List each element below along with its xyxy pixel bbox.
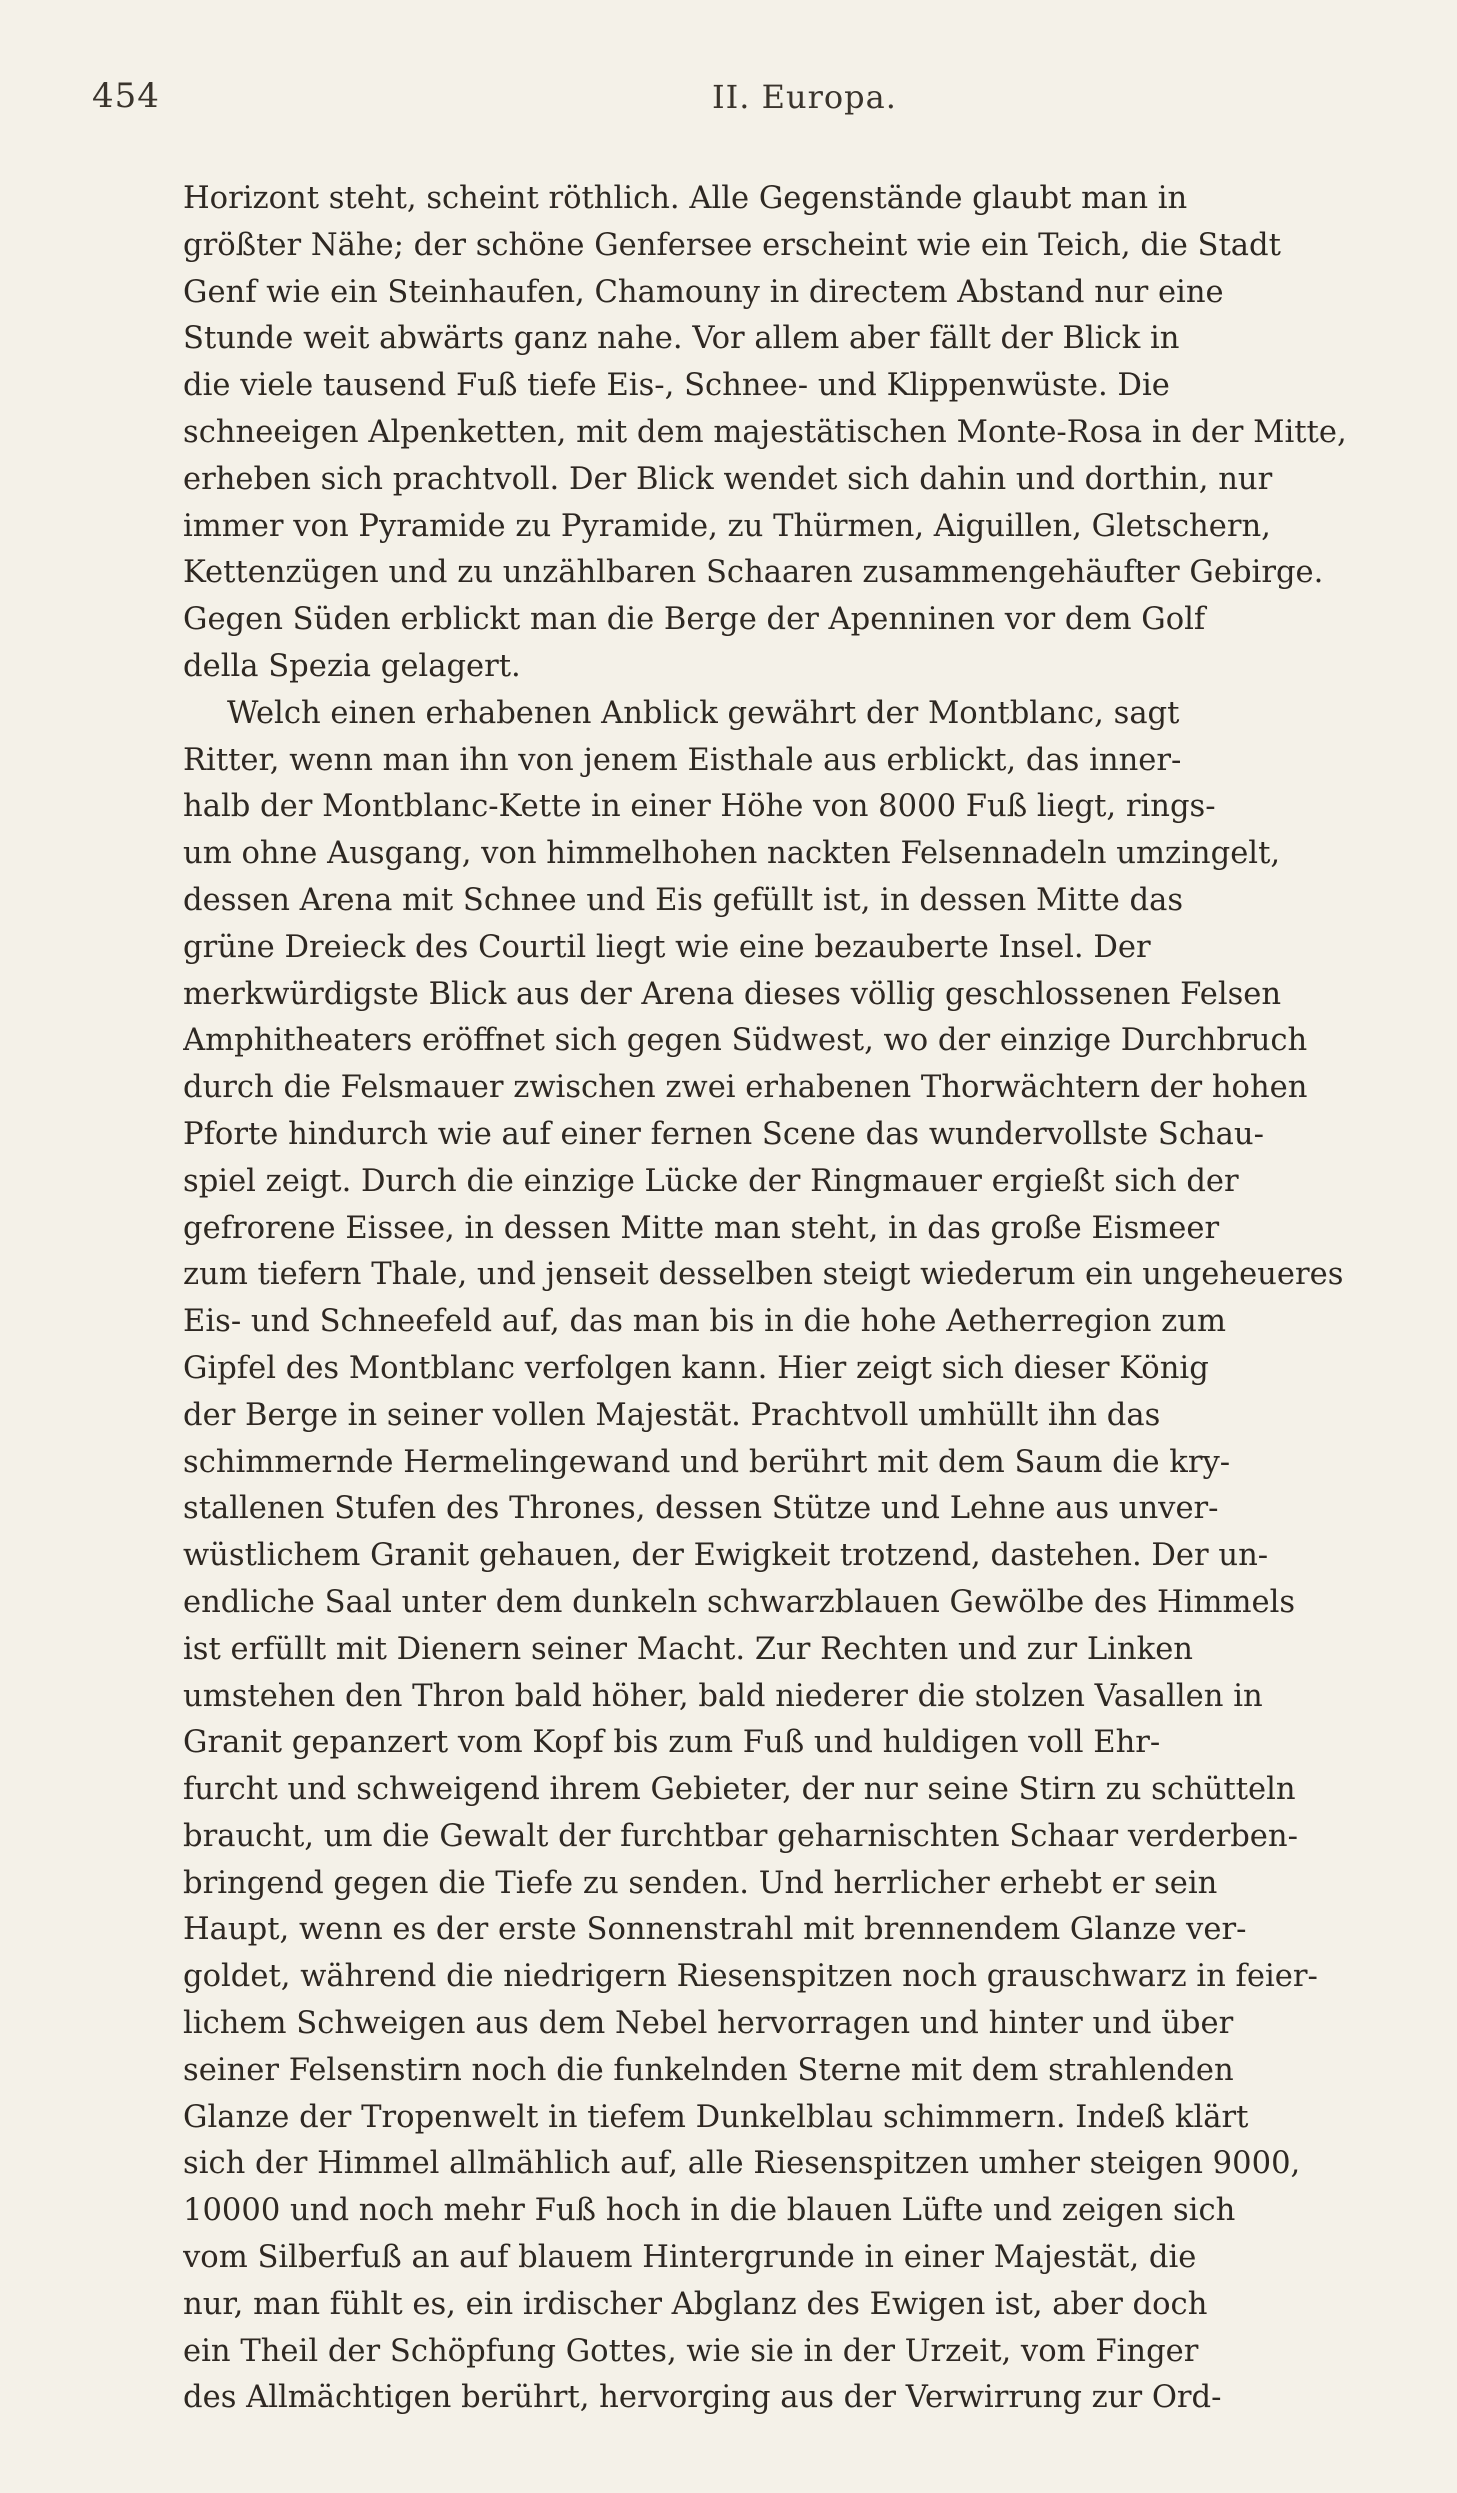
text-line: immer von Pyramide zu Pyramide, zu Thürmen, Aiguillen, Gletschern, <box>183 508 1271 544</box>
text-line: lichem Schweigen aus dem Nebel hervorragen und hinter und über <box>183 2006 1234 2042</box>
text-line: della Spezia gelagert. <box>183 648 521 684</box>
text-line: Glanze der Tropenwelt in tiefem Dunkelblau schimmern. Indeß klärt <box>183 2099 1249 2135</box>
page-header <box>92 76 1452 136</box>
text-line: Haupt, wenn es der erste Sonnenstrahl mit brennendem Glanze ver- <box>183 1912 1247 1948</box>
text-line: umstehen den Thron bald höher, bald niederer die stolzen Vasallen in <box>183 1678 1263 1714</box>
text-line: Gegen Süden erblickt man die Berge der Apenninen vor dem Golf <box>183 602 1206 638</box>
text-line: vom Silberfuß an auf blauem Hintergrunde in einer Majestät, die <box>183 2240 1197 2276</box>
text-line: Welch einen erhabenen Anblick gewährt der Montblanc, sagt <box>227 695 1180 731</box>
text-line: durch die Felsmauer zwischen zwei erhabenen Thorwächtern der hohen <box>183 1070 1308 1106</box>
text-line: halb der Montblanc-Kette in einer Höhe von 8000 Fuß liegt, rings- <box>183 789 1216 825</box>
paragraph <box>183 176 1443 691</box>
text-line: größter Nähe; der schöne Genfersee erscheint wie ein Teich, die Stadt <box>183 227 1281 263</box>
text-line: zum tiefern Thale, und jenseit desselben steigt wiederum ein ungeheueres <box>183 1257 1344 1293</box>
text-line: sich der Himmel allmählich auf, alle Riesenspitzen umher steigen 9000, <box>183 2146 1301 2182</box>
text-line: 10000 und noch mehr Fuß hoch in die blauen Lüfte und zeigen sich <box>183 2193 1236 2229</box>
text-line: um ohne Ausgang, von himmelhohen nackten Felsennadeln umzingelt, <box>183 836 1281 872</box>
text-line: furcht und schweigend ihrem Gebieter, der nur seine Stirn zu schütteln <box>183 1772 1296 1808</box>
text-line: nur, man fühlt es, ein irdischer Abglanz des Ewigen ist, aber doch <box>183 2286 1208 2322</box>
paragraph <box>183 691 1443 2422</box>
text-line: Genf wie ein Steinhaufen, Chamouny in directem Abstand nur eine <box>183 274 1224 310</box>
text-line: gefrorene Eissee, in dessen Mitte man steht, in das große Eismeer <box>183 1210 1220 1246</box>
body-text <box>183 176 1443 2422</box>
text-line: Ritter, wenn man ihn von jenem Eisthale aus erblickt, das inner- <box>183 742 1182 778</box>
text-line: erheben sich prachtvoll. Der Blick wendet sich dahin und dorthin, nur <box>183 461 1273 497</box>
text-line: Granit gepanzert vom Kopf bis zum Fuß und huldigen voll Ehr- <box>183 1725 1161 1761</box>
text-line: goldet, während die niedrigern Riesenspitzen noch grauschwarz in feier- <box>183 1959 1318 1995</box>
text-line: Kettenzügen und zu unzählbaren Schaaren zusammengehäufter Gebirge. <box>183 555 1324 591</box>
text-line: dessen Arena mit Schnee und Eis gefüllt ist, in dessen Mitte das <box>183 882 1184 918</box>
page-number: 454 <box>92 76 160 116</box>
text-line: Pforte hindurch wie auf einer fernen Scene das wundervollste Schau- <box>183 1116 1264 1152</box>
text-line: Gipfel des Montblanc verfolgen kann. Hier zeigt sich dieser König <box>183 1350 1209 1386</box>
text-line: Eis- und Schneefeld auf, das man bis in die hohe Aetherregion zum <box>183 1304 1226 1340</box>
text-line: Amphitheaters eröffnet sich gegen Südwest, wo der einzige Durchbruch <box>183 1023 1308 1059</box>
text-line: spiel zeigt. Durch die einzige Lücke der Ringmauer ergießt sich der <box>183 1163 1239 1199</box>
text-line: ein Theil der Schöpfung Gottes, wie sie in der Urzeit, vom Finger <box>183 2333 1199 2369</box>
text-line: schimmernde Hermelingewand und berührt mit dem Saum die kry- <box>183 1444 1231 1480</box>
text-line: braucht, um die Gewalt der furchtbar geharnischten Schaar verderben- <box>183 1818 1298 1854</box>
text-line: seiner Felsenstirn noch die funkelnden Sterne mit dem strahlenden <box>183 2052 1234 2088</box>
text-line: der Berge in seiner vollen Majestät. Prachtvoll umhüllt ihn das <box>183 1397 1161 1433</box>
text-line: des Allmächtigen berührt, hervorging aus der Verwirrung zur Ord- <box>183 2380 1222 2416</box>
running-head: II. Europa. <box>712 78 897 116</box>
text-line: merkwürdigste Blick aus der Arena dieses völlig geschlossenen Felsen <box>183 976 1282 1012</box>
text-line: endliche Saal unter dem dunkeln schwarzblauen Gewölbe des Himmels <box>183 1584 1296 1620</box>
text-line: ist erfüllt mit Dienern seiner Macht. Zur Rechten und zur Linken <box>183 1631 1193 1667</box>
text-line: schneeigen Alpenketten, mit dem majestätischen Monte-Rosa in der Mitte, <box>183 414 1347 450</box>
text-line: stallenen Stufen des Thrones, dessen Stütze und Lehne aus unver- <box>183 1491 1219 1527</box>
text-line: die viele tausend Fuß tiefe Eis-, Schnee- und Klippenwüste. Die <box>183 368 1170 404</box>
text-line: wüstlichem Granit gehauen, der Ewigkeit trotzend, dastehen. Der un- <box>183 1538 1269 1574</box>
text-line: Stunde weit abwärts ganz nahe. Vor allem aber fällt der Blick in <box>183 321 1180 357</box>
text-line: Horizont steht, scheint röthlich. Alle Gegenstände glaubt man in <box>183 181 1188 216</box>
text-line: grüne Dreieck des Courtil liegt wie eine bezauberte Insel. Der <box>183 929 1151 965</box>
text-line: bringend gegen die Tiefe zu senden. Und herrlicher erhebt er sein <box>183 1865 1218 1901</box>
